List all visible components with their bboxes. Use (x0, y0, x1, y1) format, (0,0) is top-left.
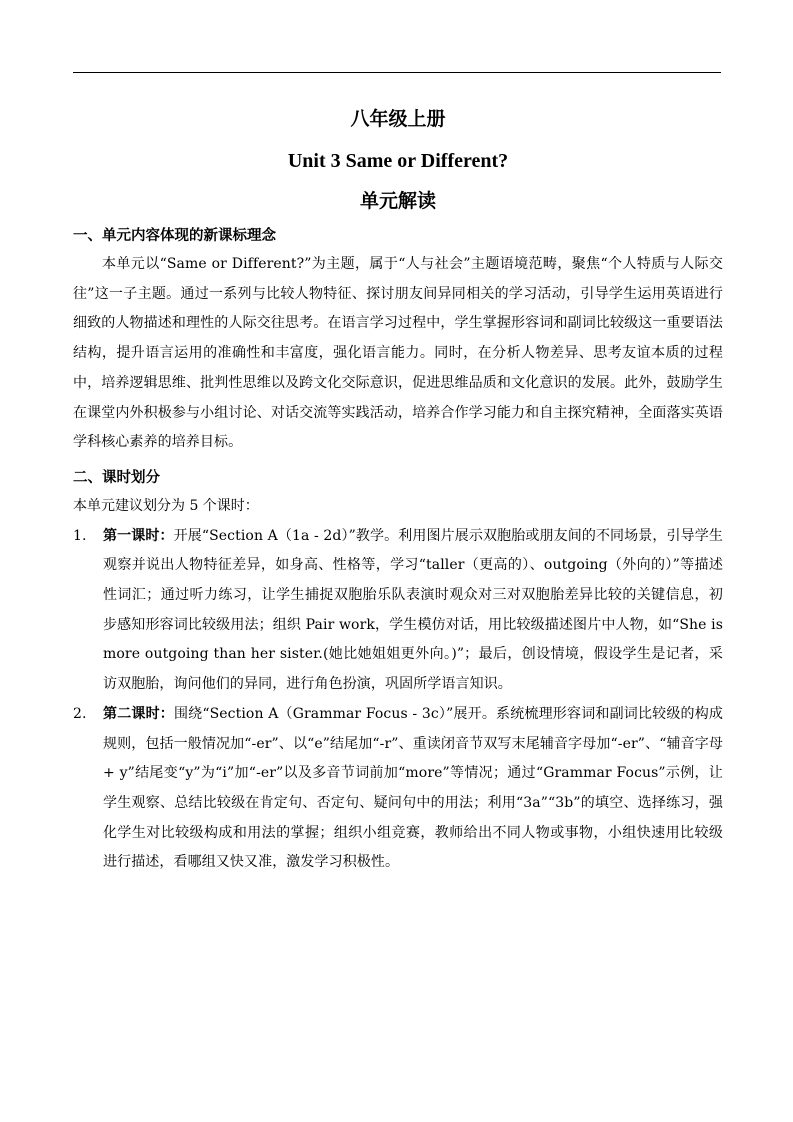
lesson-name: 第二课时： (103, 705, 174, 722)
document-body (73, 100, 723, 878)
section-heading-1: 一、单元内容体现的新课标理念 (73, 227, 276, 244)
section1-paragraph: 本单元以“Same or Different?”为主题，属于“人与社会”主题语境范畴，聚焦“个人特质与人际交往”这一子主题。通过一系列与比较人物特征、探讨朋友间异同相关的学习活动，引导学生运用英语进行细致的人物描述和理性的人际交往思考。在语言学习过程中，学生掌握形容词和副词比较级这一重要语法结构，提升语言运用的准确性和丰富度，强化语言能力。同时，在分析人物差异、思考友谊本质的过程中，培养逻辑思维、批判性思维以及跨文化交际意识，促进思维品质和文化意识的发展。此外，鼓励学生在课堂内外积极参与小组讨论、对话交流等实践活动，培养合作学习能力和自主探究精神，全面落实英语学科核心素养的培养目标。 (73, 256, 723, 451)
section-heading-2: 二、课时划分 (73, 468, 160, 486)
doc-title: 单元解读 (359, 190, 436, 212)
lesson-item-1 (73, 522, 723, 700)
lesson-number: 1. (73, 527, 87, 544)
unit-title: Unit 3 Same or Different? (287, 150, 509, 172)
lesson-text: 开展“Section A（1a - 2d）”教学。利用图片展示双胞胎或朋友间的不同场景，引导学生观察并说出人物特征差异，如身高、性格等，学习“taller（更高的）、outgoing（外向的）”等描述性词汇；通过听力练习，让学生捕捉双胞胎乐队表演时观众对三对双胞胎差异比较的关键信息，初步感知形容词比较级用法；组织 Pair work，学生模仿对话，用比较级描述图片中人物，如“She is more outgoing than her sister.(她比她姐姐更外向。)”；最后，创设情境，假设学生是记者，采访双胞胎，询问他们的异同，进行角色扮演，巩固所学语言知识。 (103, 527, 723, 693)
lesson-number: 2. (73, 705, 87, 722)
header-rule (73, 72, 721, 73)
lesson-list (73, 522, 723, 878)
section-curriculum-concept (73, 222, 723, 458)
lesson-name: 第一课时： (103, 527, 174, 544)
section-lesson-plan (73, 464, 723, 878)
lesson-text: 围绕“Section A（Grammar Focus - 3c）”展开。系统梳理形容词和副词比较级的构成规则，包括一般情况加“-er”、以“e”结尾加“-r”、重读闭音节双写末尾辅音字母加“-er”、“辅音字母 + y”结尾变“y”为“i”加“-er”以及多音节词前加“more”等情况；通过“Grammar Focus”示例，让学生观察、总结比较级在肯定句、否定句、疑问句中的用法；利用“3a”“3b”的填空、选择练习，强化学生对比较级构成和用法的掌握；组织小组竞赛，教师给出不同人物或事物，小组快速用比较级进行描述，看哪组又快又准，激发学习积极性。 (103, 705, 724, 871)
lesson-item-2 (73, 700, 723, 878)
grade-title: 八年级上册 (350, 108, 446, 130)
lesson-intro: 本单元建议划分为 5 个课时： (73, 497, 259, 514)
